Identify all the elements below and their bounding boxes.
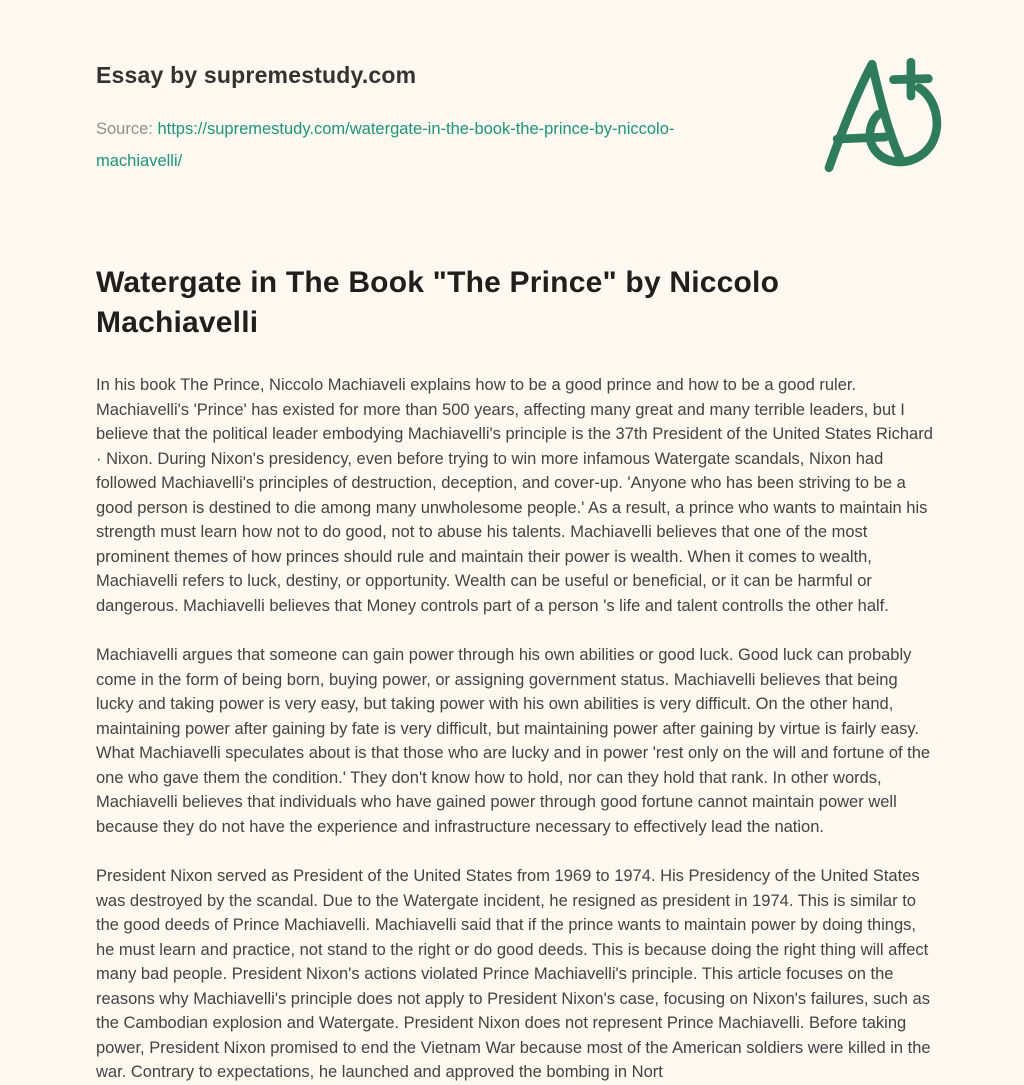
essay-body (96, 263, 936, 1084)
a-plus-logo (818, 52, 968, 180)
a-plus-logo-icon (818, 52, 968, 180)
essay-title: Watergate in The Book "The Prince" by Niccolo Machiavelli (96, 266, 780, 340)
source-url-link[interactable]: https://supremestudy.com/watergate-in-the-book-the-prince-by-niccolo-machiavelli/ (96, 120, 675, 171)
source-label: Source: (96, 120, 158, 138)
essay-paragraph-3: President Nixon served as President of the United States from 1969 to 1974. His Presidency of the United States was destroyed by the scandal. Due to the Watergate incident, he resigned as president in 1974. This is similar to the good deeds of Prince Machiavelli. Machiavelli said that if the prince wants to maintain power by doing things, he must learn and practice, not stand to the right or do good deeds. This is because doing the right thing will affect many bad people. President Nixon's actions violated Prince Machiavelli's principle. This article focuses on the reasons why Machiavelli's principle does not apply to President Nixon's case, focusing on Nixon's failures, such as the Cambodian explosion and Watergate. President Nixon does not represent Prince Machiavelli. Before taking power, President Nixon promised to end the Vietnam War because most of the American soldiers were killed in the war. Contrary to expectations, he launched and approved the bombing in Nort (96, 867, 931, 1082)
essay-paragraph-2: Machiavelli argues that someone can gain power through his own abilities or good luck. Good luck can probably come in the form of being born, buying power, or assigning government status. Machiavelli believes that being lucky and taking power is very easy, but taking power with his own abilities is very difficult. On the other hand, maintaining power after gaining by fate is very difficult, but maintaining power after gaining by virtue is fairly easy. What Machiavelli speculates about is that those who are lucky and in power 'rest only on the will and fortune of the one who gave them the condition.' They don't know how to hold, nor can they hold that rank. In other words, Machiavelli believes that individuals who have gained power through good fortune cannot maintain power well because they do not have the experience and infrastructure necessary to effectively lead the nation. (96, 646, 931, 836)
source-line (96, 113, 736, 177)
page-header (96, 62, 936, 177)
essay-paragraph-1: In his book The Prince, Niccolo Machiaveli explains how to be a good prince and how to be a good ruler. Machiavelli's 'Prince' has existed for more than 500 years, affecting many great and many terrible leaders, but I believe that the political leader embodying Machiavelli's principle is the 37th President of the United States Richard · Nixon. During Nixon's presidency, even before trying to win more infamous Watergate scandals, Nixon had followed Machiavelli's principles of destruction, deception, and cover-up. 'Anyone who has been striving to be a good person is destined to die among many unwholesome people.' As a result, a prince who wants to maintain his strength must learn how not to do good, not to abuse his talents. Machiavelli believes that one of the most prominent themes of how princes should rule and maintain their power is wealth. When it comes to wealth, Machiavelli refers to luck, destiny, or opportunity. Wealth can be useful or beneficial, or it can be harmful or dangerous. Machiavelli believes that Money controls part of a person 's life and talent controlls the other half. (96, 376, 933, 615)
byline-heading: Essay by supremestudy.com (96, 62, 417, 88)
